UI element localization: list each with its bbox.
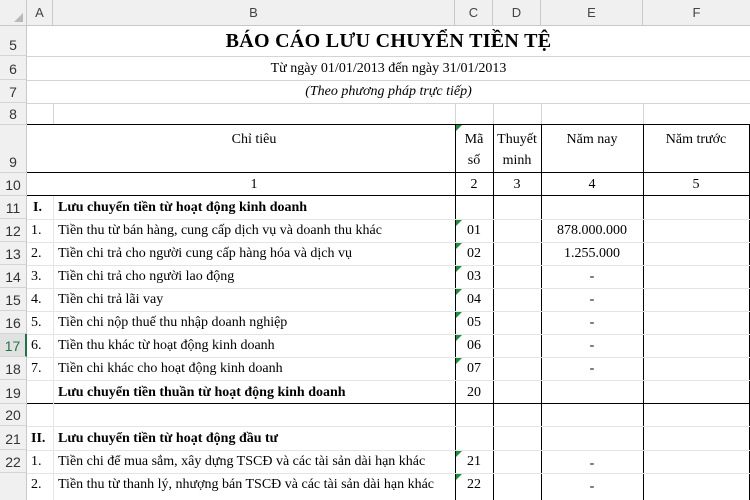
item-label[interactable]: Tiền thu từ thanh lý, nhượng bán TSCĐ và các tài sản dài hạn khác — [58, 477, 435, 492]
item-current-year[interactable]: - — [589, 338, 595, 353]
row-header[interactable]: 16 — [0, 311, 27, 334]
item-label[interactable]: Tiền thu khác từ hoạt động kinh doanh — [58, 338, 275, 353]
column-header-c[interactable]: C — [455, 0, 493, 26]
item-number: 7. — [31, 361, 42, 376]
column-header-f[interactable]: F — [643, 0, 750, 26]
column-header-a[interactable]: A — [27, 0, 53, 26]
cell-indicator-icon — [456, 243, 462, 249]
row-header[interactable]: 7 — [0, 80, 27, 103]
cell-indicator-icon — [456, 125, 462, 131]
item-code[interactable]: 01 — [467, 223, 481, 238]
section-title: Lưu chuyển tiền từ hoạt động đầu tư — [58, 431, 279, 446]
row-header-selected[interactable]: 17 — [0, 334, 27, 357]
row-header[interactable] — [0, 473, 27, 500]
row-header[interactable]: 18 — [0, 357, 27, 380]
header-index: 5 — [692, 177, 700, 192]
row-header[interactable]: 11 — [0, 196, 27, 219]
item-code[interactable]: 05 — [467, 315, 481, 330]
cell-indicator-icon — [456, 312, 462, 318]
item-number: 2. — [31, 477, 42, 492]
header-index: 4 — [588, 177, 596, 192]
section-title: Lưu chuyển tiền từ hoạt động kinh doanh — [58, 200, 308, 215]
cell-indicator-icon — [456, 335, 462, 341]
row-header[interactable]: 19 — [0, 380, 27, 404]
row-header[interactable]: 8 — [0, 103, 27, 125]
header-ma-so-line1: Mã — [464, 132, 484, 147]
section-number: I. — [33, 200, 42, 215]
row-header[interactable]: 15 — [0, 288, 27, 311]
row-header[interactable]: 12 — [0, 219, 27, 242]
item-current-year[interactable]: - — [589, 269, 595, 284]
item-number: 6. — [31, 338, 42, 353]
item-number: 4. — [31, 292, 42, 307]
header-ma-so-line2: số — [467, 153, 481, 168]
item-current-year[interactable]: - — [589, 361, 595, 376]
column-header-d[interactable]: D — [493, 0, 541, 26]
report-method: (Theo phương pháp trực tiếp) — [305, 84, 472, 99]
header-nam-nay: Năm nay — [566, 132, 618, 147]
header-index: 2 — [470, 177, 478, 192]
header-chi-tieu: Chỉ tiêu — [231, 132, 277, 147]
row-header[interactable]: 5 — [0, 26, 27, 56]
item-current-year[interactable]: - — [589, 456, 595, 471]
section-number: II. — [31, 431, 46, 446]
header-index: 3 — [513, 177, 521, 192]
item-label[interactable]: Tiền chi để mua sắm, xây dựng TSCĐ và các tài sản dài hạn khác — [58, 454, 426, 469]
row-header[interactable]: 13 — [0, 242, 27, 265]
item-code[interactable]: 02 — [467, 246, 481, 261]
column-header-b[interactable]: B — [53, 0, 455, 26]
row-header[interactable]: 20 — [0, 404, 27, 426]
report-title: BÁO CÁO LƯU CHUYỂN TIỀN TỆ — [225, 30, 552, 52]
item-number: 5. — [31, 315, 42, 330]
cell-indicator-icon — [456, 474, 462, 480]
item-code[interactable]: 07 — [467, 361, 481, 376]
item-label[interactable]: Tiền chi nộp thuế thu nhập doanh nghiệp — [58, 315, 288, 330]
item-current-year[interactable]: - — [589, 315, 595, 330]
row-header[interactable]: 22 — [0, 450, 27, 473]
item-current-year[interactable]: 1.255.000 — [564, 246, 620, 261]
header-index: 1 — [250, 177, 258, 192]
item-number: 2. — [31, 246, 42, 261]
report-period: Từ ngày 01/01/2013 đến ngày 31/01/2013 — [270, 61, 507, 76]
item-label[interactable]: Tiền thu từ bán hàng, cung cấp dịch vụ và doanh thu khác — [58, 223, 382, 238]
item-current-year[interactable]: - — [589, 292, 595, 307]
header-nam-truoc: Năm trước — [665, 132, 727, 147]
row-header[interactable]: 10 — [0, 173, 27, 196]
item-current-year[interactable]: - — [589, 479, 595, 494]
item-code[interactable]: 06 — [467, 338, 481, 353]
item-label[interactable]: Tiền chi khác cho hoạt động kinh doanh — [58, 361, 283, 376]
row-header[interactable]: 9 — [0, 125, 27, 173]
item-label[interactable]: Tiền chi trả cho người cung cấp hàng hóa và dịch vụ — [58, 246, 353, 261]
column-header-e[interactable]: E — [541, 0, 643, 26]
row-header[interactable]: 21 — [0, 426, 27, 450]
item-code[interactable]: 04 — [467, 292, 481, 307]
cell-indicator-icon — [456, 451, 462, 457]
item-number: 3. — [31, 269, 42, 284]
item-code[interactable]: 03 — [467, 269, 481, 284]
row-header[interactable]: 6 — [0, 56, 27, 80]
header-thuyet-minh-line2: minh — [502, 153, 532, 168]
item-current-year[interactable]: 878.000.000 — [557, 223, 627, 238]
cell-indicator-icon — [456, 358, 462, 364]
item-number: 1. — [31, 454, 42, 469]
cell-indicator-icon — [456, 266, 462, 272]
net-cash-flow-code[interactable]: 20 — [467, 385, 481, 400]
item-number: 1. — [31, 223, 42, 238]
net-cash-flow-label[interactable]: Lưu chuyển tiền thuần từ hoạt động kinh doanh — [58, 385, 346, 400]
row-header[interactable]: 14 — [0, 265, 27, 288]
item-label[interactable]: Tiền chi trả cho người lao động — [58, 269, 235, 284]
select-all-corner[interactable] — [0, 0, 27, 26]
cell-indicator-icon — [456, 289, 462, 295]
item-label[interactable]: Tiền chi trả lãi vay — [58, 292, 164, 307]
item-code[interactable]: 21 — [467, 454, 481, 469]
header-thuyet-minh-line1: Thuyết — [497, 132, 537, 147]
item-code[interactable]: 22 — [467, 477, 481, 492]
cell-indicator-icon — [456, 220, 462, 226]
